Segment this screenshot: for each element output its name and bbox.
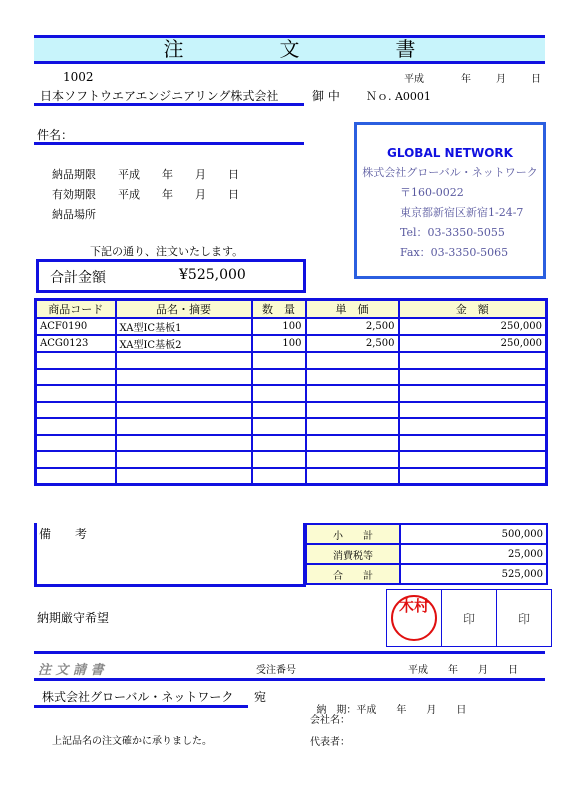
items-table xyxy=(34,298,548,486)
summary-table xyxy=(305,523,548,585)
table-row xyxy=(36,418,547,435)
acceptance-to-company: 株式会社グローバル・ネットワーク xyxy=(42,690,234,704)
table-cell xyxy=(399,385,547,402)
acceptance-delivery-value: 平成 年 月 日 xyxy=(356,705,467,716)
table-cell: 100 xyxy=(252,318,306,335)
table-row xyxy=(36,451,547,468)
acceptance-rule xyxy=(34,678,545,681)
order-note: 下記の通り、注文いたします。 xyxy=(90,245,244,258)
table-cell: 2,500 xyxy=(306,318,399,335)
table-cell: 2,500 xyxy=(306,335,399,352)
date-year: 年 xyxy=(461,74,471,85)
date-day: 日 xyxy=(531,74,541,85)
table-cell xyxy=(36,418,116,435)
table-cell xyxy=(399,451,547,468)
table-cell xyxy=(252,451,306,468)
table-cell xyxy=(252,468,306,485)
table-cell xyxy=(306,451,399,468)
table-cell xyxy=(399,402,547,419)
date-era: 平成 xyxy=(404,74,424,85)
table-cell xyxy=(399,352,547,369)
acceptance-title: 注 文 請 書 xyxy=(38,663,104,678)
delivery-place-row xyxy=(52,206,96,222)
table-cell xyxy=(306,385,399,402)
table-cell: 250,000 xyxy=(399,335,547,352)
column-header: 数 量 xyxy=(252,300,306,319)
date-month: 月 xyxy=(496,74,506,85)
table-cell xyxy=(116,418,252,435)
table-cell xyxy=(36,468,116,485)
acceptance-confirmation: 上記品名の注文確かに承りました。 xyxy=(52,736,212,747)
column-header: 金 額 xyxy=(399,300,547,319)
table-cell xyxy=(36,435,116,452)
sender-tel: Tel：03-3350-5055 xyxy=(400,226,505,239)
table-row xyxy=(36,385,547,402)
stamp-box-1: 印 xyxy=(442,590,497,647)
validity-label: 有効期限 xyxy=(52,188,96,201)
seal-box xyxy=(387,590,442,647)
subtotal-row xyxy=(306,524,547,544)
sender-company: 株式会社グローバル・ネットワーク xyxy=(362,166,538,179)
stamp-box-2: 印 xyxy=(497,590,552,647)
seal-stamp-icon: 木村 xyxy=(391,595,437,641)
table-cell xyxy=(399,435,547,452)
table-cell xyxy=(252,369,306,386)
customer-code: 1002 xyxy=(63,70,94,84)
table-cell xyxy=(36,402,116,419)
table-row xyxy=(36,402,547,419)
table-cell xyxy=(116,435,252,452)
validity-row xyxy=(52,186,239,202)
table-cell xyxy=(36,385,116,402)
grand-total-value: 525,000 xyxy=(400,564,547,584)
table-cell xyxy=(399,468,547,485)
sender-postal: 〒160-0022 xyxy=(400,186,464,199)
table-cell xyxy=(306,352,399,369)
total-amount: ¥525,000 xyxy=(179,267,246,283)
delivery-deadline-value: 平成 年 月 日 xyxy=(118,168,239,181)
column-header: 商品コード xyxy=(36,300,116,319)
table-cell xyxy=(36,369,116,386)
column-header: 単 価 xyxy=(306,300,399,319)
delivery-deadline-label: 納品期限 xyxy=(52,168,96,181)
remarks-box xyxy=(34,523,306,587)
table-cell xyxy=(252,402,306,419)
table-cell: XA型IC基板1 xyxy=(116,318,252,335)
table-cell xyxy=(306,418,399,435)
table-cell xyxy=(116,385,252,402)
table-cell xyxy=(116,402,252,419)
document-title: 注 文 書 xyxy=(34,35,545,64)
table-cell: 250,000 xyxy=(399,318,547,335)
sender-brand: GLOBAL NETWORK xyxy=(387,146,513,160)
table-cell xyxy=(36,352,116,369)
table-cell xyxy=(116,468,252,485)
table-row xyxy=(36,369,547,386)
customer-underline xyxy=(34,103,304,106)
grand-total-row xyxy=(306,564,547,584)
acceptance-date: 平成 年 月 日 xyxy=(408,665,518,676)
table-row xyxy=(36,352,547,369)
table-cell xyxy=(252,418,306,435)
subtotal-label: 小 計 xyxy=(306,524,400,544)
column-header: 品名・摘要 xyxy=(116,300,252,319)
delivery-deadline-row xyxy=(52,166,239,182)
table-cell xyxy=(399,369,547,386)
table-row xyxy=(36,335,547,352)
sender-fax: Fax：03-3350-5065 xyxy=(400,246,509,259)
subject-label: 件名： xyxy=(37,128,74,142)
remarks-label: 備 考 xyxy=(39,527,88,541)
table-cell xyxy=(306,369,399,386)
acceptance-to-suffix: 宛 xyxy=(254,690,267,704)
table-cell xyxy=(306,468,399,485)
tax-row xyxy=(306,544,547,564)
table-row xyxy=(36,318,547,335)
sender-block xyxy=(354,122,546,279)
total-amount-box xyxy=(36,259,306,293)
table-cell: ACF0190 xyxy=(36,318,116,335)
grand-total-label: 合 計 xyxy=(306,564,400,584)
table-cell xyxy=(306,402,399,419)
stamp-boxes xyxy=(386,589,552,647)
subject-underline xyxy=(34,142,304,145)
sender-address: 東京都新宿区新宿1-24-7 xyxy=(400,206,524,219)
table-cell xyxy=(116,352,252,369)
validity-value: 平成 年 月 日 xyxy=(118,188,239,201)
tax-label: 消費税等 xyxy=(306,544,400,564)
table-cell: XA型IC基板2 xyxy=(116,335,252,352)
acceptance-company-label: 会社名： xyxy=(310,715,350,726)
table-cell xyxy=(116,451,252,468)
table-cell xyxy=(252,385,306,402)
table-cell: 100 xyxy=(252,335,306,352)
table-cell xyxy=(252,435,306,452)
delivery-place-label: 納品場所 xyxy=(52,208,96,221)
customer-name: 日本ソフトウエアエンジニアリング株式会社 xyxy=(40,89,279,103)
delivery-request: 納期厳守希望 xyxy=(37,611,110,625)
tax-value: 25,000 xyxy=(400,544,547,564)
acceptance-company-underline xyxy=(34,705,248,708)
subtotal-value: 500,000 xyxy=(400,524,547,544)
table-row xyxy=(36,468,547,485)
table-cell xyxy=(399,418,547,435)
honorific: 御 中 xyxy=(312,89,340,103)
table-cell xyxy=(252,352,306,369)
acceptance-delivery-label: 納 期： xyxy=(316,705,357,716)
table-header-row xyxy=(36,300,547,319)
table-cell xyxy=(306,435,399,452)
table-row xyxy=(36,435,547,452)
receipt-number-label: 受注番号 xyxy=(256,665,296,676)
order-number: Ｎｏ. A0001 xyxy=(366,90,431,103)
total-label: 合計金額 xyxy=(50,270,106,286)
table-cell xyxy=(36,451,116,468)
acceptance-rep-label: 代表者： xyxy=(310,737,350,748)
table-cell: ACG0123 xyxy=(36,335,116,352)
acceptance-top-rule xyxy=(34,651,545,654)
table-cell xyxy=(116,369,252,386)
